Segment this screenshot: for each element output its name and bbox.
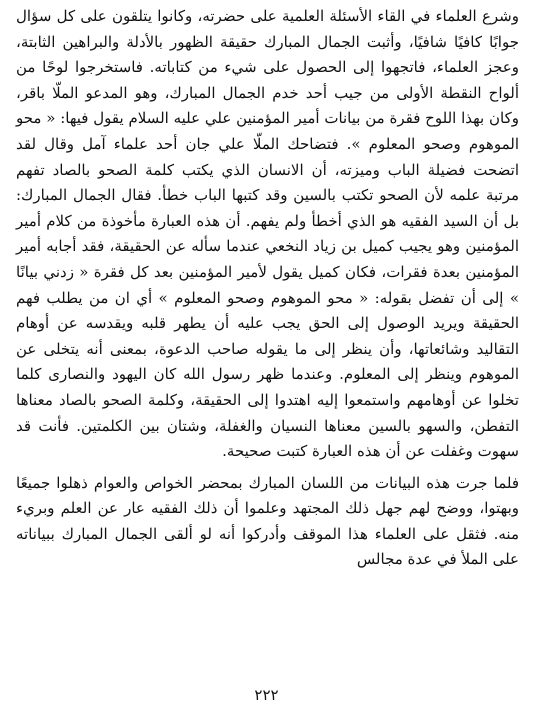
body-paragraph-1: وشرع العلماء في القاء الأسئلة العلمية على حضرته، وكانوا يتلقون على كل سؤال جوابًا كافيًا شافيًا، وأثبت الجمال المبارك حقيقة الظهور بالأدلة والبراهين الثابتة، وعجز العلماء، فاتجهوا إلى الحصول على شيء من كتاباته. فاستخرجوا لوحًا من ألواح النقطة الأولى من جيب أحد خدم الجمال المبارك، وهو المدعو الملّا باقر، وكان بهذا اللوح فقرة من بيانات أمير المؤمنين علي عليه السلام يقول فيها: « محو الموهوم وصحو المعلوم ». فتضاحك الملّا علي جان أحد علماء آمل وقال لقد اتضحت فضيلة الباب وميزته، أن الانسان الذي يكتب كلمة الصحو بالصاد تفهم مرتبة علمه لأن الصحو تكتب بالسين وقد كتبها الباب خطأ. فقال الجمال المبارك: بل أن السيد الفقيه هو الذي أخطأ ولم يفهم. أن هذه العبارة مأخوذة من كلام أمير المؤمنين وهو يجيب كميل بن زياد النخعي عندما سأله عن الحقيقة، فقد أجابه أمير المؤمنين بعدة فقرات، فكان كميل يقول لأمير المؤمنين بعد كل فقرة « زدني بيانًا » إلى أن تفضل بقوله: « محو الموهوم وصحو المعلوم » أي ان من يطلب فهم الحقيقة ويريد الوصول إلى الحق يجب عليه أن يطهر قلبه ويقدسه عن أوهام التقاليد وشائعاتها، وأن ينظر إلى ما يقوله صاحب الدعوة، بمعنى أنه يتخلى عن الموهوم وينظر إلى المعلوم. وعندما ظهر رسول الله كان اليهود والنصارى كلما تخلوا عن أوهامهم واستمعوا إليه اهتدوا إلى الحقيقة، وكلمة الصحو بالصاد معناها التفطن، والسهو بالسين معناها النسيان والغفلة، وشتان بين الكلمتين. فأنت قد سهوت وغفلت عن أن هذه العبارة كتبت صحيحة. bbox=[16, 7, 519, 461]
body-paragraph-2: فلما جرت هذه البيانات من اللسان المبارك بمحضر الخواص والعوام ذهلوا جميعًا وبهتوا، ووضح لهم جهل ذلك المجتهد وعلموا أن ذلك الفقيه عار عن العلم وبريء منه. فثقل على العلماء هذا الموقف وأدركوا أنه لو ألقى الجمال المبارك ببياناته على الملأ في عدة مجالس bbox=[16, 473, 519, 569]
page-number: ٢٢٢ bbox=[254, 686, 279, 704]
